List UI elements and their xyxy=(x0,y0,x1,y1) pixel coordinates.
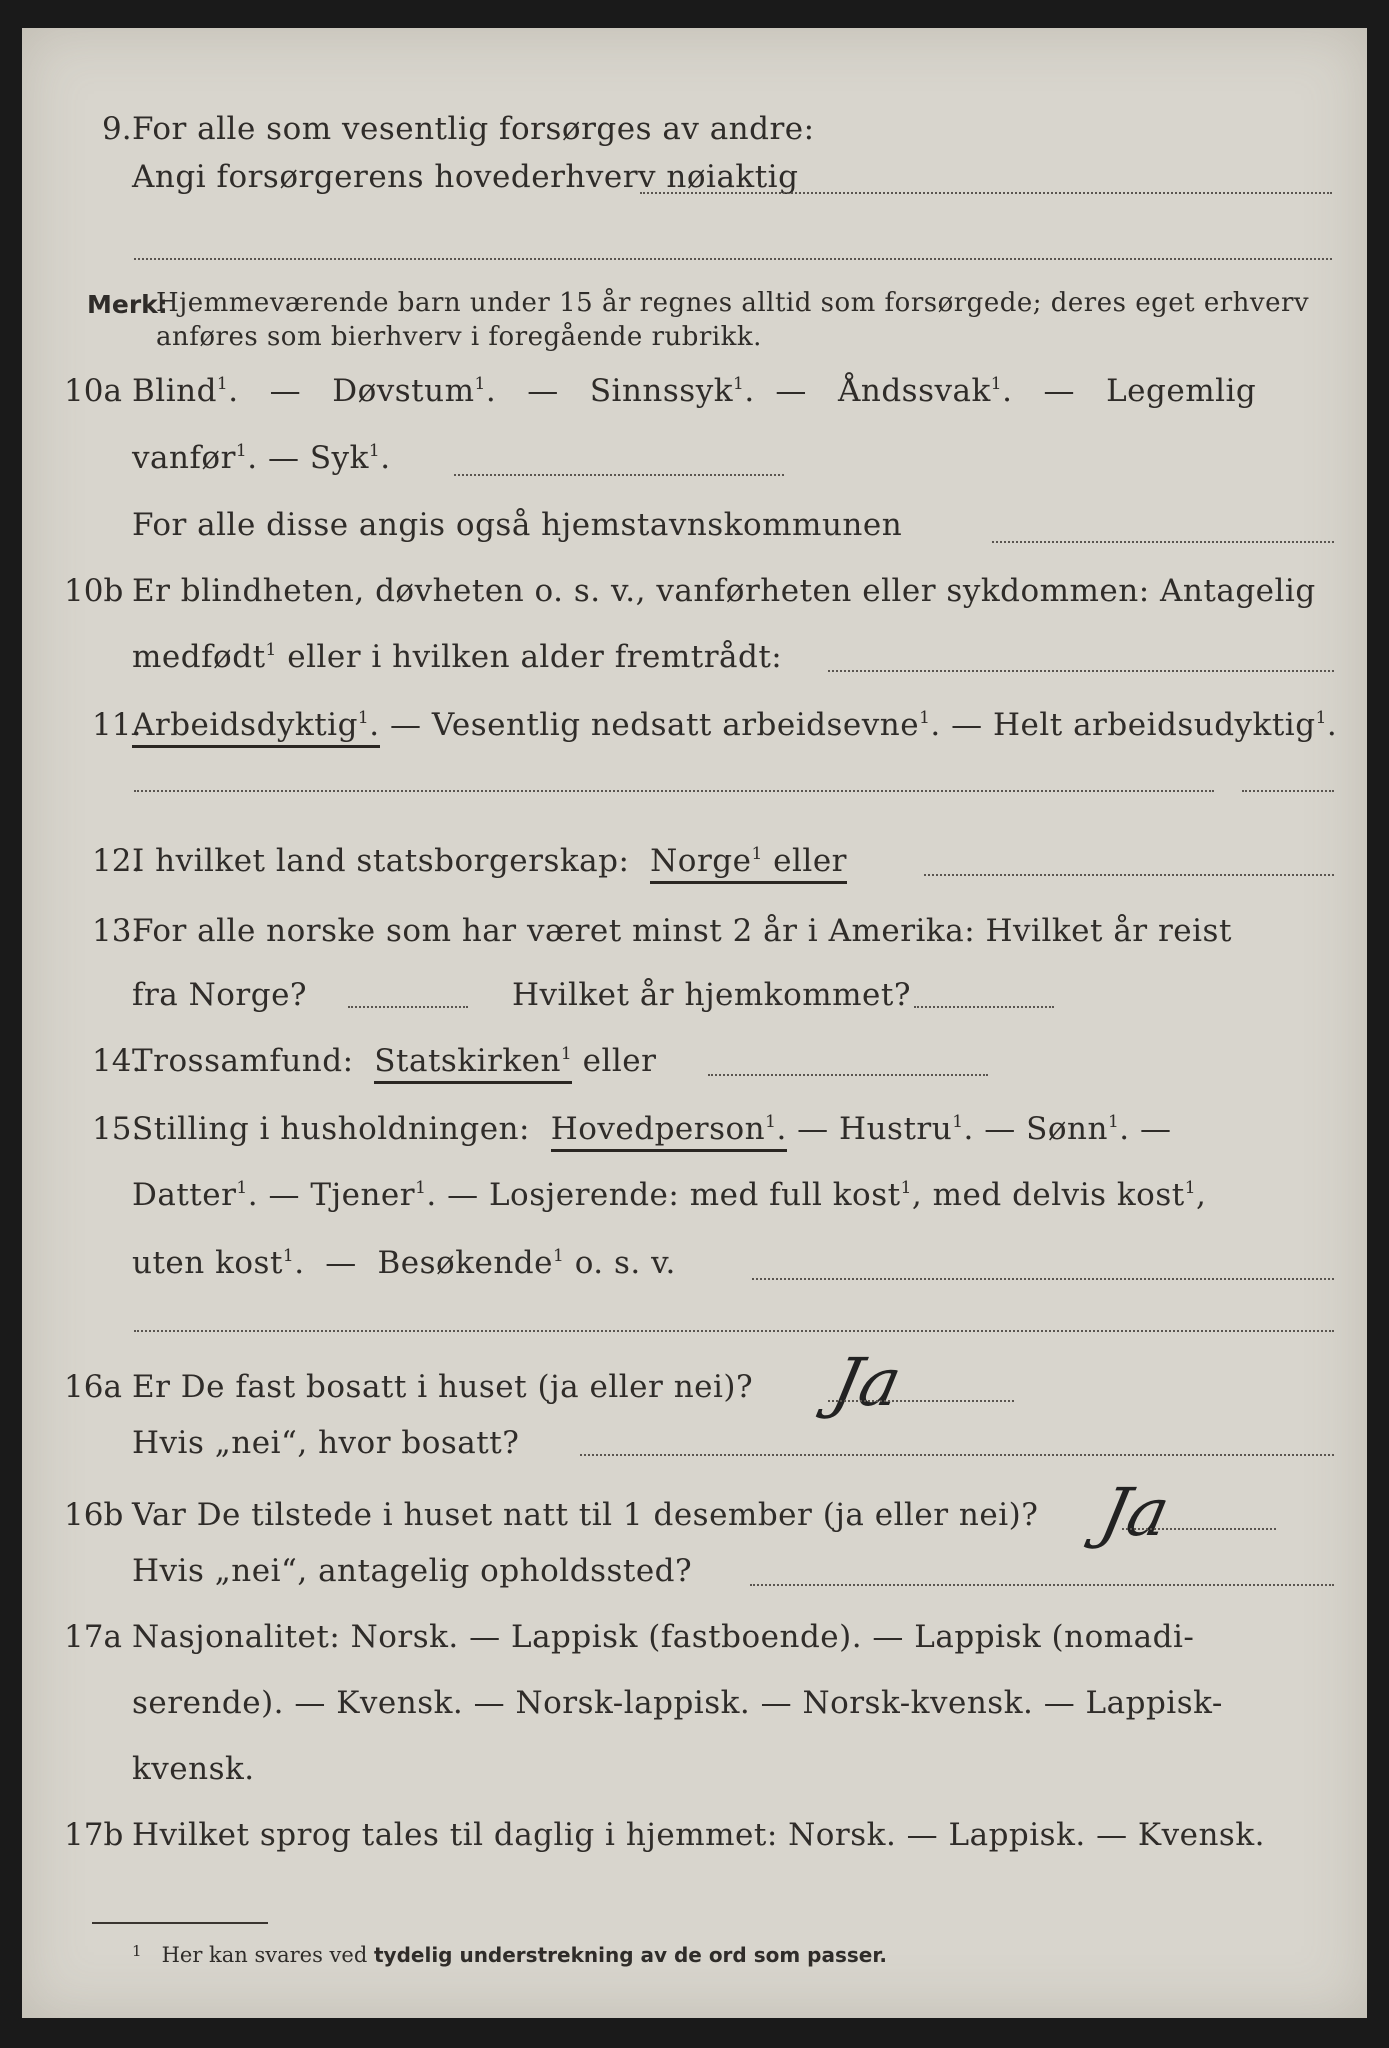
q9-line1: For alle som vesentlig forsørges av andre: xyxy=(132,111,815,147)
option-norge-underlined[interactable]: Norge$^1$ eller xyxy=(650,843,847,884)
merk-label: Merk: xyxy=(87,290,168,319)
option-statskirken-underlined[interactable]: Statskirken$^1$ xyxy=(374,1043,572,1084)
option-blind[interactable]: Blind xyxy=(132,373,217,409)
q16b-line2: Hvis „nei“, antagelig opholdssted? xyxy=(132,1553,693,1589)
option-udyktig[interactable]: Helt arbeidsudyktig xyxy=(992,707,1316,743)
q16a-bosatt-field[interactable] xyxy=(580,1454,1334,1456)
option-hovedperson-underlined[interactable]: Hovedperson$^1$. xyxy=(551,1111,787,1152)
q10b-answer-field[interactable] xyxy=(828,670,1334,672)
q10a-line2: vanfør$^1$. — Syk$^1$. xyxy=(132,440,391,476)
q15-number: 15. xyxy=(92,1111,142,1147)
q17b-number: 17b xyxy=(64,1817,124,1853)
option-andssvak[interactable]: Åndssvak xyxy=(837,373,991,409)
option-syk[interactable]: Syk xyxy=(309,440,369,476)
q9-line2: Angi forsørgerens hovederhverv nøiaktig xyxy=(132,159,799,195)
option-arbeidsdyktig-underlined[interactable]: Arbeidsdyktig$^1$. xyxy=(132,707,380,748)
q11-answer-field[interactable] xyxy=(134,790,1214,792)
q17a-line1: Nasjonalitet: Norsk. — Lappisk (fastboende). — Lappisk (nomadi- xyxy=(132,1619,1195,1655)
q16b-line1: Var De tilstede i huset natt til 1 desember (ja eller nei)? xyxy=(132,1497,1039,1533)
q14-answer-field[interactable] xyxy=(708,1074,988,1076)
q10a-line3: For alle disse angis også hjemstavnskommunen xyxy=(132,507,903,543)
option-hustru[interactable]: Hustru xyxy=(839,1111,953,1147)
q9-answer-field-2[interactable] xyxy=(134,258,1332,260)
option-dovstum[interactable]: Døvstum xyxy=(332,373,475,409)
footnote-rule xyxy=(92,1922,268,1924)
option-legemlig[interactable]: Legemlig xyxy=(1106,373,1257,409)
q16a-line1: Er De fast bosatt i huset (ja eller nei)? xyxy=(132,1369,754,1405)
q10a-line1: Blind$^1$. — Døvstum$^1$. — Sinnssyk$^1$. — Åndssvak$^1$. — Legemlig xyxy=(132,373,1257,409)
option-tjener[interactable]: Tjener xyxy=(310,1177,416,1213)
q16a-line2: Hvis „nei“, hvor bosatt? xyxy=(132,1425,520,1461)
footnote: $^1$ Her kan svares ved tydelig understrekning av de ord som passer. xyxy=(132,1942,887,1967)
q16a-handwritten-answer: Ja xyxy=(825,1344,908,1421)
option-full-kost[interactable]: Losjerende: med full kost xyxy=(488,1177,901,1213)
q16a-answer-field[interactable] xyxy=(828,1400,1014,1402)
q13-reist: fra Norge? xyxy=(132,977,308,1013)
q12-number: 12. xyxy=(92,843,142,879)
census-form-page xyxy=(22,28,1367,2018)
q16b-number: 16b xyxy=(64,1497,124,1533)
q13-hjem: Hvilket år hjemkommet? xyxy=(512,977,911,1013)
q15-line2: Datter$^1$. — Tjener$^1$. — Losjerende: med full kost$^1$, med delvis kost$^1$, xyxy=(132,1177,1207,1213)
option-uten-kost[interactable]: uten kost xyxy=(132,1245,283,1281)
q10a-hjemstavn-field[interactable] xyxy=(992,541,1334,543)
q10b-line2: medfødt$^1$ eller i hvilken alder fremtrådt: xyxy=(132,639,783,675)
q13-hjem-field[interactable] xyxy=(914,1006,1054,1008)
q16a-number: 16a xyxy=(64,1369,122,1405)
q14-number: 14. xyxy=(92,1043,142,1079)
q12-answer-field[interactable] xyxy=(924,874,1334,876)
option-besokende[interactable]: Besøkende xyxy=(377,1245,553,1281)
q11-line: Arbeidsdyktig$^1$. — Vesentlig nedsatt arbeidsevne$^1$. — Helt arbeidsudyktig$^1$. xyxy=(132,710,1337,741)
q16b-handwritten-answer: Ja xyxy=(1093,1474,1176,1551)
q13-reist-field[interactable] xyxy=(348,1006,468,1008)
option-medfodt[interactable]: medfødt xyxy=(132,639,266,675)
q12-line: I hvilket land statsborgerskap: Norge$^1$ eller xyxy=(132,846,847,877)
option-vanfor[interactable]: vanfør xyxy=(132,440,236,476)
q15-answer-field-2[interactable] xyxy=(134,1330,1334,1332)
option-sonn[interactable]: Sønn xyxy=(1026,1111,1108,1147)
q17b-line1: Hvilket sprog tales til daglig i hjemmet: Norsk. — Lappisk. — Kvensk. xyxy=(132,1817,1265,1853)
q13-number: 13. xyxy=(92,913,142,949)
q14-line: Trossamfund: Statskirken$^1$ eller xyxy=(132,1046,656,1077)
q10b-line1: Er blindheten, døvheten o. s. v., vanførheten eller sykdommen: Antagelig xyxy=(132,573,1316,609)
q16b-opholdssted-field[interactable] xyxy=(750,1584,1334,1586)
option-datter[interactable]: Datter xyxy=(132,1177,237,1213)
q10a-number: 10a xyxy=(64,373,122,409)
q17a-line3: kvensk. xyxy=(132,1751,255,1787)
q9-number: 9. xyxy=(102,111,132,147)
option-delvis-kost[interactable]: med delvis kost xyxy=(932,1177,1185,1213)
option-nedsatt[interactable]: Vesentlig nedsatt arbeidsevne xyxy=(431,707,920,743)
q11-answer-field-2[interactable] xyxy=(1242,790,1334,792)
q11-number: 11. xyxy=(92,707,142,743)
q9-answer-field[interactable] xyxy=(640,192,1332,194)
q10b-rest: eller i hvilken alder fremtrådt: xyxy=(287,639,783,675)
q10a-syk-field[interactable] xyxy=(454,474,784,476)
q10b-number: 10b xyxy=(64,573,124,609)
q15-line3: uten kost$^1$. — Besøkende$^1$ o. s. v. xyxy=(132,1245,676,1281)
q15-answer-field[interactable] xyxy=(752,1278,1334,1280)
merk-line1: Hjemmeværende barn under 15 år regnes alltid som forsørgede; deres eget erhverv xyxy=(156,288,1310,318)
option-sinnssyk[interactable]: Sinnssyk xyxy=(589,373,734,409)
q15-line1: Stilling i husholdningen: Hovedperson$^1$. — Hustru$^1$. — Sønn$^1$. — xyxy=(132,1114,1171,1145)
merk-line2: anføres som bierhverv i foregående rubrikk. xyxy=(156,322,762,352)
q17a-number: 17a xyxy=(64,1619,122,1655)
q17a-line2: serende). — Kvensk. — Norsk-lappisk. — Norsk-kvensk. — Lappisk- xyxy=(132,1685,1223,1721)
q16b-answer-field[interactable] xyxy=(1122,1528,1276,1530)
q13-line1: For alle norske som har været minst 2 år i Amerika: Hvilket år reist xyxy=(132,913,1232,949)
